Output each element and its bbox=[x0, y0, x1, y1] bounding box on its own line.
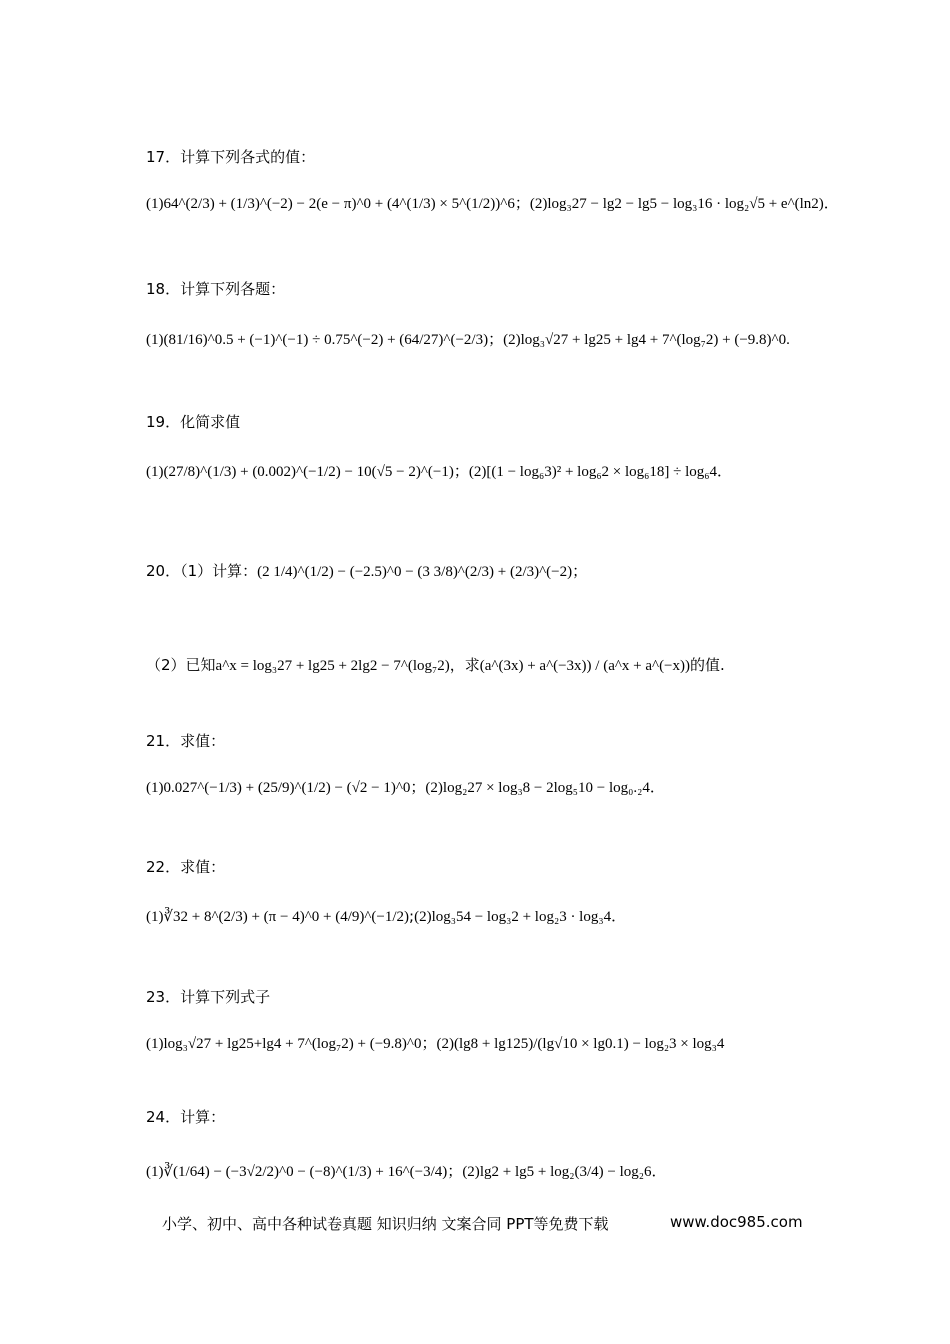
q20-fraction-expression: (a^(3x) + a^(−3x)) / (a^x + a^(−x)) bbox=[479, 658, 691, 674]
q23-part2-expression: (lg8 + lg125)/(lg√10 × lg0.1) − log₂3 × log₃4 bbox=[453, 1036, 725, 1052]
question-22-parts: (1)∛32 + 8^(2/3) + (π − 4)^0 + (4/9)^(−1/2);(2)log₃54 − log₃2 + log₂3 · log₃4． bbox=[146, 907, 627, 925]
question-20-part2: （2）已知a^x = log₃27 + lg25 + 2lg2 − 7^(log₇2)，求(a^(3x) + a^(−3x)) / (a^x + a^(−x))的值. bbox=[146, 656, 725, 674]
q19-part1-expression: (27/8)^(1/3) + (0.002)^(−1/2) − 10(√5 − 2)^(−1) bbox=[163, 464, 454, 480]
q20-part1-expression: (2 1/4)^(1/2) − (−2.5)^0 − (3 3/8)^(2/3) + (2/3)^(−2) bbox=[257, 564, 573, 580]
question-18-title: 18．计算下列各题： bbox=[146, 280, 286, 298]
footer-url-link[interactable]: www.doc985.com bbox=[670, 1213, 803, 1231]
q17-part1-expression: 64^(2/3) + (1/3)^(−2) − 2(e − π)^0 + (4^(1/3) × 5^(1/2))^6 bbox=[163, 196, 515, 212]
q21-part1-expression: 0.027^(−1/3) + (25/9)^(1/2) − (√2 − 1)^0 bbox=[163, 780, 411, 796]
question-23-parts: (1)log₃√27 + lg25+lg4 + 7^(log₇2) + (−9.8)^0；(2)(lg8 + lg125)/(lg√10 × lg0.1) − log₂3 × log₃4 bbox=[146, 1034, 725, 1052]
question-20-title: 20． bbox=[146, 562, 181, 580]
q22-part1-expression: ∛32 + 8^(2/3) + (π − 4)^0 + (4/9)^(−1/2) bbox=[163, 909, 410, 925]
question-22-title: 22．求值： bbox=[146, 858, 226, 876]
question-24-parts: (1)∛(1/64) − (−3√2/2)^0 − (−8)^(1/3) + 16^(−3/4)；(2)lg2 + lg5 + log₂(3/4) − log₂6． bbox=[146, 1162, 667, 1180]
q18-part2-expression: log₃√27 + lg25 + lg4 + 7^(log₇2) + (−9.8)^0 bbox=[520, 332, 787, 348]
question-21-parts: (1)0.027^(−1/3) + (25/9)^(1/2) − (√2 − 1)^0；(2)log₂27 × log₃8 − 2log₅10 − log₀.₂4． bbox=[146, 778, 665, 796]
q18-part1-expression: (81/16)^0.5 + (−1)^(−1) ÷ 0.75^(−2) + (64/27)^(−2/3) bbox=[163, 332, 489, 348]
question-18-parts: (1)(81/16)^0.5 + (−1)^(−1) ÷ 0.75^(−2) + (64/27)^(−2/3)；(2)log₃√27 + lg25 + lg4 + 7^(log₇2) + (−9.8)^0. bbox=[146, 330, 790, 348]
q21-part2-expression: log₂27 × log₃8 − 2log₅10 − log₀.₂4 bbox=[442, 780, 650, 796]
question-21-title: 21．求值： bbox=[146, 732, 226, 750]
question-19-title: 19．化简求值 bbox=[146, 413, 241, 431]
question-23-title: 23．计算下列式子 bbox=[146, 988, 271, 1006]
q22-part2-expression: log₃54 − log₃2 + log₂3 · log₃4 bbox=[431, 909, 612, 925]
q19-part2-expression: [(1 − log₆3)² + log₆2 × log₆18] ÷ log₆4 bbox=[486, 464, 718, 480]
q24-part2-expression: lg2 + lg5 + log₂(3/4) − log₂6 bbox=[479, 1164, 652, 1180]
page-footer bbox=[162, 1213, 803, 1234]
question-17-title: 17．计算下列各式的值： bbox=[146, 148, 316, 166]
question-17-parts: (1)64^(2/3) + (1/3)^(−2) − 2(e − π)^0 + (4^(1/3) × 5^(1/2))^6；(2)log₃27 − lg2 − lg5 − log₃16 · log₂√5 + e^(ln2)． bbox=[146, 194, 839, 212]
question-20-part1: 20．（1）计算：(2 1/4)^(1/2) − (−2.5)^0 − (3 3/8)^(2/3) + (2/3)^(−2)； bbox=[146, 562, 588, 580]
q20-given-expression: a^x = log₃27 + lg25 + 2lg2 − 7^(log₇2) bbox=[215, 658, 450, 674]
footer-text: 小学、初中、高中各种试卷真题 知识归纳 文案合同 PPT等免费下载 bbox=[162, 1215, 609, 1233]
question-24-title: 24．计算： bbox=[146, 1108, 226, 1126]
q17-part2-expression: log₃27 − lg2 − lg5 − log₃16 · log₂√5 + e^(ln2) bbox=[547, 196, 824, 212]
question-19-parts: (1)(27/8)^(1/3) + (0.002)^(−1/2) − 10(√5 − 2)^(−1)；(2)[(1 − log₆3)² + log₆2 × log₆18] ÷ log₆4． bbox=[146, 462, 733, 480]
q24-part1-expression: ∛(1/64) − (−3√2/2)^0 − (−8)^(1/3) + 16^(−3/4) bbox=[163, 1164, 448, 1180]
q23-part1-expression: log₃√27 + lg25+lg4 + 7^(log₇2) + (−9.8)^0 bbox=[163, 1036, 422, 1052]
